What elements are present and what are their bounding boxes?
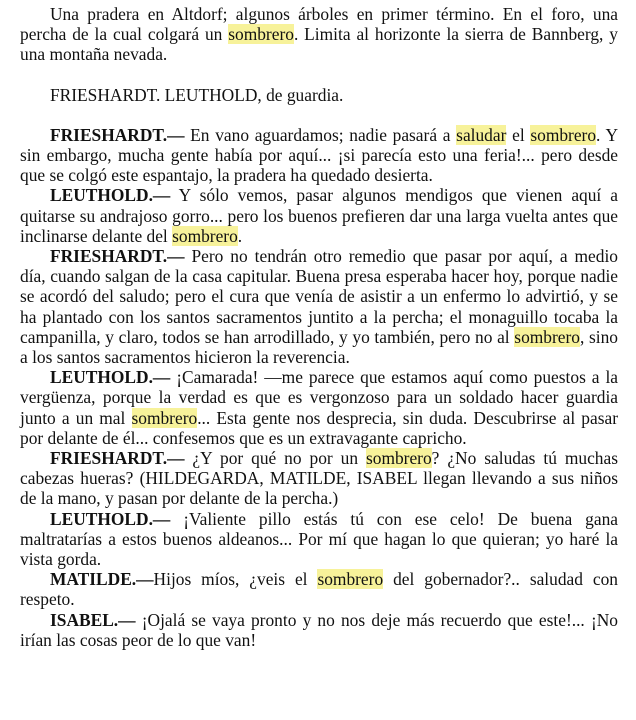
highlight-sombrero: sombrero	[530, 124, 597, 145]
highlight-sombrero: sombrero	[228, 24, 294, 45]
speaker-name: FRIESHARDT.—	[50, 124, 185, 145]
highlight-sombrero: sombrero	[172, 225, 238, 246]
highlight-sombrero: sombrero	[365, 448, 432, 469]
speaker-name: FRIESHARDT.—	[50, 448, 185, 469]
scene-characters: FRIESHARDT. LEUTHOLD, de guardia.	[50, 84, 344, 105]
speaker-name: FRIESHARDT.—	[50, 246, 185, 267]
highlight-saludar: saludar	[456, 124, 507, 145]
dialogue-line: FRIESHARDT.— ¿Y por qué no por un sombrero? ¿No saludas tú muchas cabezas hueras? (HILDEGARDA, MATILDE, ISABEL llegan llevando a sus niños de la mano, y pasan por delante de la percha.)	[20, 448, 618, 509]
dialogue-line: LEUTHOLD.— ¡Valiente pillo estás tú con ese celo! De buena gana maltratarías a estos buenos aldeanos... Por mí que hagan lo que quieran; yo haré la vista gorda.	[20, 508, 618, 570]
speaker-name: LEUTHOLD.—	[50, 367, 171, 388]
dialogue-line: LEUTHOLD.— ¡Camarada! —me parece que estamos aquí como puestos a la vergüenza, porque la verdad es que es vergonzoso para un soldado hacer guardia junto a un mal sombrero... Esta gente nos desprecia, sin duda. Descubrirse al pasar por delante de él... confesemos que es un extravagante capricho.	[20, 367, 618, 448]
dialogue-line: LEUTHOLD.— Y sólo vemos, pasar algunos mendigos que vienen aquí a quitarse su andrajoso gorro... pero los buenos prefieren dar una larga vuelta antes que inclinarse delante del sombrero.	[20, 185, 618, 246]
dialogue-line: FRIESHARDT.— Pero no tendrán otro remedio que pasar por aquí, a medio día, cuando salgan de la casa capitular. Buena presa esperaba hacer hoy, porque nadie se acordó del saludo; pero el cura que venía de asistir a un enfermo lo advirtió, y se ha plantado con los santos sacramentos juntito a la percha; el monaguillo tocaba la campanilla, y claro, todos se han arrodillado, y yo también, pero no al sombrero, sino a los santos sacramentos hicieron la reverencia.	[20, 246, 618, 368]
stage-direction: Una pradera en Altdorf; algunos árboles en primer término. En el foro, una percha de la cual colgará un sombrero. Limita al horizonte la sierra de Bannberg, y una montaña nevada.	[20, 4, 619, 65]
dialogue-line: MATILDE.—Hijos míos, ¿veis el sombrero del gobernador?.. saludad con respeto.	[20, 569, 618, 610]
speaker-name: ISABEL.—	[50, 609, 136, 630]
highlight-sombrero: sombrero	[317, 569, 384, 590]
speaker-name: LEUTHOLD.—	[50, 185, 171, 206]
dialogue-line: FRIESHARDT.— En vano aguardamos; nadie pasará a saludar el sombrero. Y sin embargo, mucha gente había por aquí... ¡si parecía esto una feria!... pero desde que se colgó este espantajo, la pradera ha quedado desierta.	[20, 124, 619, 186]
speaker-name: MATILDE.—	[50, 569, 154, 590]
highlight-sombrero: sombrero	[131, 407, 198, 428]
speaker-name: LEUTHOLD.—	[50, 508, 171, 529]
dialogue-line: ISABEL.— ¡Ojalá se vaya pronto y no nos deje más recuerdo que este!... ¡No irían las cosas peor de lo que van!	[20, 609, 618, 650]
highlight-sombrero: sombrero	[514, 326, 580, 347]
